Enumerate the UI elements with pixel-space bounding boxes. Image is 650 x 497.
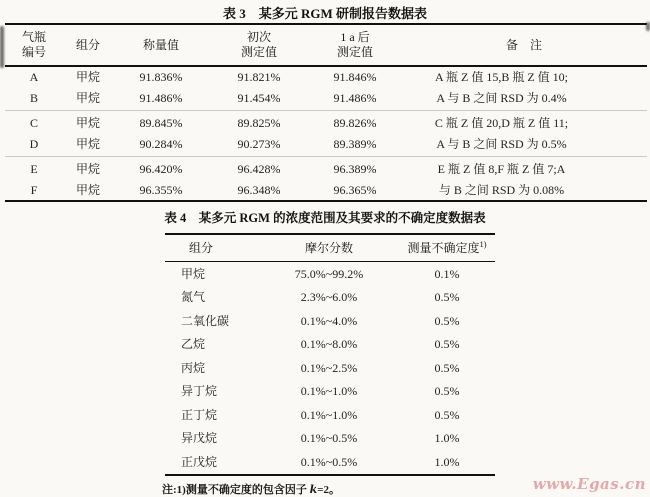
col-header-line: 测定值 [240, 45, 277, 59]
table-cell: B [5, 88, 63, 111]
table-cell: 91.486% [113, 88, 209, 111]
table-cell: 氮气 [181, 290, 206, 304]
table-row [165, 309, 495, 333]
coverage-factor-k: k [309, 482, 318, 496]
col-header-line: 1 a 后 [340, 30, 370, 44]
table-cell: 0.1%~0.5% [300, 431, 358, 445]
table-cell: 0.1%~1.0% [300, 407, 358, 422]
table-cell: 0.5% [434, 337, 460, 351]
table-row [5, 157, 647, 180]
col-header-line: 测定值 [336, 45, 373, 59]
site-watermark: www.Egas.cn [532, 475, 646, 493]
col-header-weighed-value [113, 24, 209, 66]
table-row [165, 286, 495, 310]
col-header-line: 备 注 [505, 37, 542, 52]
table-cell: 96.428% [237, 162, 281, 176]
col-header-line: 初次 [246, 30, 271, 44]
col-header-mole-fraction: 摩尔分数 [259, 234, 399, 262]
table-cell: A [29, 70, 39, 84]
table3-body [5, 66, 647, 201]
col-header-bottle-id [5, 24, 63, 66]
table-cell: 90.273% [209, 134, 309, 157]
table4-title: 表 4 某多元 RGM 的浓度范围及其要求的不确定度数据表 [164, 211, 486, 225]
table-cell: 91.836% [139, 70, 183, 84]
table4-concentration-uncertainty [165, 233, 495, 476]
scan-artifact [646, 22, 650, 31]
col-header-measurement-uncertainty [399, 234, 495, 262]
table-cell: 与 B 之间 RSD 为 0.08% [438, 182, 565, 197]
table3-rgm-report [5, 23, 647, 202]
table3-header [5, 24, 647, 66]
table-cell: 89.825% [237, 116, 281, 130]
table-cell: 96.420% [139, 162, 183, 176]
table-row [165, 380, 495, 404]
table-cell: 异丁烷 [181, 384, 218, 398]
table-cell: 甲烷 [181, 266, 206, 281]
table-cell: 正戊烷 [181, 454, 218, 469]
table-cell: 75.0%~99.2% [294, 266, 364, 281]
table-cell: 91.486% [309, 88, 401, 111]
table-cell: 90.284% [113, 134, 209, 157]
table-cell: 96.365% [333, 182, 377, 197]
table-row [165, 262, 495, 286]
table-cell: D [5, 134, 63, 157]
table-cell: 0.5% [434, 384, 460, 398]
table-row [5, 111, 647, 134]
table-cell: 0.1%~0.5% [300, 454, 358, 469]
table-row [5, 134, 647, 157]
scan-artifact [0, 26, 4, 68]
table-row [5, 66, 647, 88]
col-header-line: 编号 [21, 45, 46, 59]
table-row [5, 88, 647, 111]
col-header-initial-measured [209, 24, 309, 66]
table3-title: 表 3 某多元 RGM 研制报告数据表 [222, 6, 428, 21]
table-cell: 二氧化碳 [181, 313, 230, 328]
table-cell: 89.845% [139, 116, 183, 130]
table4-body [165, 262, 495, 475]
table3-header-row [5, 24, 647, 66]
footnote-suffix: =2。 [317, 483, 340, 496]
table-row [165, 427, 495, 451]
table-cell: 91.454% [209, 88, 309, 111]
table-cell: 0.5% [434, 290, 460, 304]
footnote-marker: 1) [479, 239, 487, 249]
table-cell: F [30, 182, 38, 197]
table-cell: 89.389% [309, 134, 401, 157]
table-cell: 91.846% [333, 70, 377, 84]
table-cell: 甲烷 [75, 162, 100, 176]
table-cell: 1.0% [434, 454, 460, 469]
table-cell: 甲烷 [63, 134, 113, 157]
table-cell: A 与 B 之间 RSD 为 0.4% [401, 88, 647, 111]
table-cell: 乙烷 [181, 337, 206, 351]
table-cell: A 与 B 之间 RSD 为 0.5% [401, 134, 647, 157]
table-cell: 甲烷 [63, 88, 113, 111]
table-cell: 0.1%~1.0% [300, 384, 358, 398]
table-cell: 91.821% [237, 70, 281, 84]
col-header-line: 称量值 [142, 37, 179, 52]
table-cell: 1.0% [434, 431, 460, 445]
table-row [165, 450, 495, 475]
col-header-text: 测量不确定度 [407, 241, 480, 255]
col-header-line: 气瓶 [21, 30, 46, 44]
col-header-after-1a-measured [309, 24, 401, 66]
table-cell: 96.389% [333, 162, 377, 176]
table-cell: 甲烷 [75, 70, 100, 84]
table-cell: E [30, 162, 38, 176]
table4-header [165, 234, 495, 262]
table-row [165, 356, 495, 380]
col-header-remarks [401, 24, 647, 66]
table-cell: 0.5% [434, 313, 460, 328]
table-cell: 异戊烷 [181, 431, 218, 445]
table-cell: 0.1% [434, 266, 460, 281]
table-cell: 0.1%~8.0% [300, 337, 358, 351]
table-cell: 甲烷 [75, 116, 100, 130]
table-cell: 0.1%~2.5% [300, 360, 358, 375]
table-cell: 2.3%~6.0% [300, 290, 358, 304]
table-row [165, 403, 495, 427]
table-cell: 96.355% [139, 182, 183, 197]
table-cell: C 瓶 Z 值 20,D 瓶 Z 值 11; [434, 116, 569, 130]
table-cell: 丙烷 [181, 360, 206, 375]
table-row [165, 333, 495, 357]
table-cell: 96.348% [237, 182, 281, 197]
table-cell: A 瓶 Z 值 15,B 瓶 Z 值 10; [434, 70, 568, 84]
col-header-component [63, 24, 113, 66]
table-cell: 0.5% [434, 360, 460, 375]
table-cell: E 瓶 Z 值 8,F 瓶 Z 值 7;A [437, 162, 566, 176]
table-row [5, 180, 647, 202]
footnote-prefix: 注:1)测量不确定度的包含因子 [162, 483, 310, 496]
table-cell: 甲烷 [75, 182, 100, 197]
table4-header-row [165, 234, 495, 262]
col-header-line: 组分 [75, 37, 100, 52]
table-cell: 正丁烷 [181, 407, 218, 422]
table-cell: 0.5% [434, 407, 460, 422]
table-cell: 89.826% [333, 116, 377, 130]
col-header-component: 组分 [165, 234, 259, 262]
table-cell: C [29, 116, 38, 130]
table-cell: 0.1%~4.0% [300, 313, 358, 328]
